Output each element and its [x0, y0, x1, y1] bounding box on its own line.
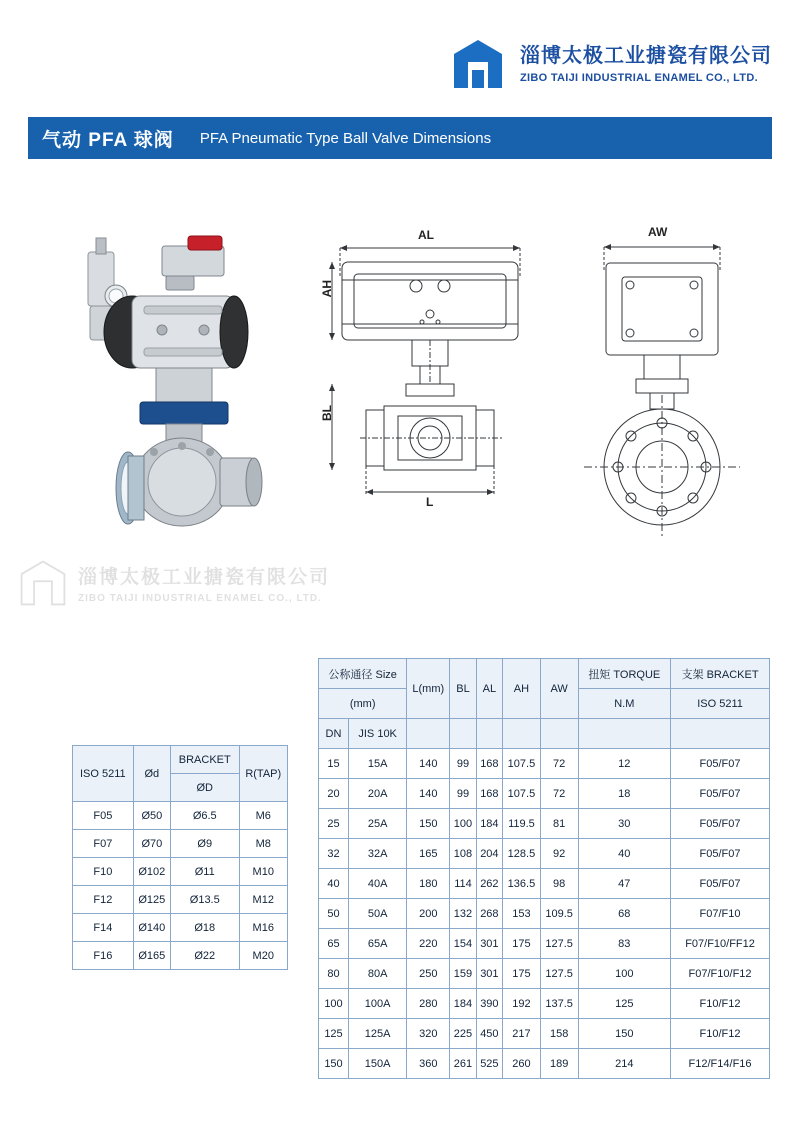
- header-size-group: 公称通径 Size: [319, 659, 407, 689]
- cell-aw: 137.5: [540, 989, 578, 1019]
- cell-ah: 119.5: [503, 809, 541, 839]
- cell-d: Ø125: [133, 886, 170, 914]
- dimension-label-l: L: [426, 495, 434, 509]
- cell-bracket: F05/F07: [671, 809, 770, 839]
- valve-dimensions-table: [318, 658, 770, 1079]
- cell-ah: 217: [503, 1019, 541, 1049]
- cell-torque: 150: [578, 1019, 671, 1049]
- page-title-en: PFA Pneumatic Type Ball Valve Dimensions: [199, 129, 492, 147]
- cell-aw: 109.5: [540, 899, 578, 929]
- cell-dn: 40: [319, 869, 349, 899]
- cell-r: M6: [239, 802, 287, 830]
- cell-aw: 127.5: [540, 959, 578, 989]
- table-header-row: [73, 746, 288, 774]
- cell-aw: 72: [540, 749, 578, 779]
- table-row: [319, 959, 770, 989]
- header-spacer-l: [407, 719, 450, 749]
- cell-l: 150: [407, 809, 450, 839]
- cell-al: 184: [476, 809, 502, 839]
- header-spacer-torque: [578, 719, 671, 749]
- cell-jis: 100A: [348, 989, 406, 1019]
- cell-torque: 100: [578, 959, 671, 989]
- cell-dn: 15: [319, 749, 349, 779]
- cell-D: Ø11: [170, 858, 239, 886]
- table-row: [319, 1049, 770, 1079]
- cell-dn: 125: [319, 1019, 349, 1049]
- dimension-label-aw: AW: [648, 225, 668, 239]
- cell-iso: F10: [73, 858, 134, 886]
- cell-l: 200: [407, 899, 450, 929]
- cell-al: 168: [476, 749, 502, 779]
- cell-D: Ø6.5: [170, 802, 239, 830]
- cell-jis: 25A: [348, 809, 406, 839]
- page-title-bar: [28, 117, 772, 159]
- cell-al: 262: [476, 869, 502, 899]
- cell-jis: 80A: [348, 959, 406, 989]
- cell-d: Ø50: [133, 802, 170, 830]
- table-row: [73, 830, 288, 858]
- cell-torque: 40: [578, 839, 671, 869]
- header-jis: JIS 10K: [348, 719, 406, 749]
- cell-aw: 189: [540, 1049, 578, 1079]
- cell-aw: 127.5: [540, 929, 578, 959]
- cell-l: 165: [407, 839, 450, 869]
- cell-D: Ø22: [170, 942, 239, 970]
- cell-ah: 260: [503, 1049, 541, 1079]
- cell-torque: 214: [578, 1049, 671, 1079]
- cell-bl: 99: [450, 779, 476, 809]
- cell-bl: 184: [450, 989, 476, 1019]
- cell-bracket: F10/F12: [671, 1019, 770, 1049]
- cell-jis: 50A: [348, 899, 406, 929]
- cell-d: Ø140: [133, 914, 170, 942]
- header-aw: AW: [540, 659, 578, 719]
- cell-bracket: F12/F14/F16: [671, 1049, 770, 1079]
- cell-r: M20: [239, 942, 287, 970]
- cell-dn: 80: [319, 959, 349, 989]
- cell-torque: 30: [578, 809, 671, 839]
- company-name-block: [520, 44, 772, 84]
- page-watermark: [18, 553, 418, 613]
- cell-torque: 47: [578, 869, 671, 899]
- cell-iso: F12: [73, 886, 134, 914]
- cell-r: M8: [239, 830, 287, 858]
- header-spacer-al: [476, 719, 502, 749]
- dimension-label-ah: AH: [320, 280, 334, 298]
- header-big-d: ØD: [170, 774, 239, 802]
- cell-al: 450: [476, 1019, 502, 1049]
- cell-l: 140: [407, 749, 450, 779]
- cell-jis: 125A: [348, 1019, 406, 1049]
- table-row: [319, 1019, 770, 1049]
- watermark-text-en: ZIBO TAIJI INDUSTRIAL ENAMEL CO., LTD.: [78, 593, 322, 604]
- watermark-text-cn: 淄博太极工业搪瓷有限公司: [78, 567, 331, 588]
- table-row: [73, 914, 288, 942]
- cell-bl: 225: [450, 1019, 476, 1049]
- cell-iso: F14: [73, 914, 134, 942]
- cell-torque: 18: [578, 779, 671, 809]
- cell-l: 320: [407, 1019, 450, 1049]
- cell-ah: 107.5: [503, 779, 541, 809]
- header-spacer-ah: [503, 719, 541, 749]
- cell-al: 301: [476, 959, 502, 989]
- main-table-container: [318, 658, 770, 1079]
- table-row: [73, 886, 288, 914]
- table-subheader-row: [319, 719, 770, 749]
- table-row: [319, 809, 770, 839]
- cell-bl: 132: [450, 899, 476, 929]
- table-row: [319, 749, 770, 779]
- cell-r: M16: [239, 914, 287, 942]
- header-small-d: Ød: [133, 746, 170, 802]
- iso-5211-bracket-table: [72, 745, 288, 970]
- cell-jis: 32A: [348, 839, 406, 869]
- company-name-en: ZIBO TAIJI INDUSTRIAL ENAMEL CO., LTD.: [520, 72, 758, 84]
- header-spacer-bl: [450, 719, 476, 749]
- cell-bracket: F10/F12: [671, 989, 770, 1019]
- cell-torque: 68: [578, 899, 671, 929]
- cell-dn: 150: [319, 1049, 349, 1079]
- front-view-drawing: [320, 220, 550, 540]
- header-bracket-group: 支架 BRACKET: [671, 659, 770, 689]
- cell-bl: 159: [450, 959, 476, 989]
- side-view-drawing: [570, 215, 760, 545]
- cell-jis: 40A: [348, 869, 406, 899]
- cell-ah: 136.5: [503, 869, 541, 899]
- cell-l: 250: [407, 959, 450, 989]
- table-row: [319, 779, 770, 809]
- cell-al: 268: [476, 899, 502, 929]
- header-spacer-bracket: [671, 719, 770, 749]
- cell-bl: 114: [450, 869, 476, 899]
- table-row: [319, 989, 770, 1019]
- cell-iso: F05: [73, 802, 134, 830]
- header-al: AL: [476, 659, 502, 719]
- header-iso-5211: ISO 5211: [73, 746, 134, 802]
- header-size-unit: (mm): [319, 689, 407, 719]
- cell-al: 168: [476, 779, 502, 809]
- cell-dn: 50: [319, 899, 349, 929]
- table-row: [319, 899, 770, 929]
- cell-d: Ø165: [133, 942, 170, 970]
- cell-r: M12: [239, 886, 287, 914]
- table-row: [319, 869, 770, 899]
- header-dn: DN: [319, 719, 349, 749]
- cell-bracket: F07/F10: [671, 899, 770, 929]
- cell-d: Ø102: [133, 858, 170, 886]
- cell-l: 220: [407, 929, 450, 959]
- cell-torque: 12: [578, 749, 671, 779]
- table-header-row: [319, 659, 770, 689]
- cell-al: 204: [476, 839, 502, 869]
- cell-dn: 32: [319, 839, 349, 869]
- page-header: [450, 36, 772, 92]
- cell-aw: 98: [540, 869, 578, 899]
- cell-dn: 20: [319, 779, 349, 809]
- cell-al: 525: [476, 1049, 502, 1079]
- cell-ah: 175: [503, 959, 541, 989]
- cell-ah: 107.5: [503, 749, 541, 779]
- cell-bl: 99: [450, 749, 476, 779]
- table-row: [73, 942, 288, 970]
- bracket-table-container: [72, 745, 288, 970]
- cell-bl: 100: [450, 809, 476, 839]
- dimension-label-al: AL: [418, 228, 434, 242]
- cell-aw: 92: [540, 839, 578, 869]
- cell-D: Ø18: [170, 914, 239, 942]
- cell-ah: 153: [503, 899, 541, 929]
- header-ah: AH: [503, 659, 541, 719]
- page-title-cn: 气动 PFA 球阀: [42, 129, 174, 151]
- header-bl: BL: [450, 659, 476, 719]
- cell-l: 140: [407, 779, 450, 809]
- table-row: [73, 858, 288, 886]
- cell-d: Ø70: [133, 830, 170, 858]
- cell-dn: 65: [319, 929, 349, 959]
- cell-dn: 25: [319, 809, 349, 839]
- cell-aw: 72: [540, 779, 578, 809]
- cell-dn: 100: [319, 989, 349, 1019]
- cell-ah: 128.5: [503, 839, 541, 869]
- product-photo: [70, 220, 300, 560]
- dimension-label-bl: BL: [320, 405, 334, 421]
- header-torque-unit: N.M: [578, 689, 671, 719]
- cell-l: 280: [407, 989, 450, 1019]
- figures-section: [0, 195, 800, 615]
- cell-bl: 108: [450, 839, 476, 869]
- cell-jis: 65A: [348, 929, 406, 959]
- header-torque-group: 扭矩 TORQUE: [578, 659, 671, 689]
- header-l: L(mm): [407, 659, 450, 719]
- cell-torque: 125: [578, 989, 671, 1019]
- header-bracket-group: BRACKET: [170, 746, 239, 774]
- cell-r: M10: [239, 858, 287, 886]
- table-row: [319, 839, 770, 869]
- cell-ah: 192: [503, 989, 541, 1019]
- table-row: [73, 802, 288, 830]
- header-spacer-aw: [540, 719, 578, 749]
- cell-bracket: F07/F10/F12: [671, 959, 770, 989]
- cell-bracket: F05/F07: [671, 779, 770, 809]
- cell-iso: F16: [73, 942, 134, 970]
- cell-ah: 175: [503, 929, 541, 959]
- cell-D: Ø9: [170, 830, 239, 858]
- cell-bracket: F05/F07: [671, 749, 770, 779]
- cell-bl: 261: [450, 1049, 476, 1079]
- cell-jis: 150A: [348, 1049, 406, 1079]
- cell-bl: 154: [450, 929, 476, 959]
- cell-jis: 20A: [348, 779, 406, 809]
- cell-iso: F07: [73, 830, 134, 858]
- company-name-cn: 淄博太极工业搪瓷有限公司: [520, 45, 772, 67]
- cell-aw: 158: [540, 1019, 578, 1049]
- cell-D: Ø13.5: [170, 886, 239, 914]
- cell-l: 180: [407, 869, 450, 899]
- company-logo-icon: [450, 36, 506, 92]
- table-row: [319, 929, 770, 959]
- header-r-tap: R(TAP): [239, 746, 287, 802]
- cell-aw: 81: [540, 809, 578, 839]
- cell-torque: 83: [578, 929, 671, 959]
- cell-bracket: F05/F07: [671, 869, 770, 899]
- header-bracket-unit: ISO 5211: [671, 689, 770, 719]
- cell-bracket: F05/F07: [671, 839, 770, 869]
- cell-l: 360: [407, 1049, 450, 1079]
- cell-bracket: F07/F10/FF12: [671, 929, 770, 959]
- cell-jis: 15A: [348, 749, 406, 779]
- cell-al: 301: [476, 929, 502, 959]
- cell-al: 390: [476, 989, 502, 1019]
